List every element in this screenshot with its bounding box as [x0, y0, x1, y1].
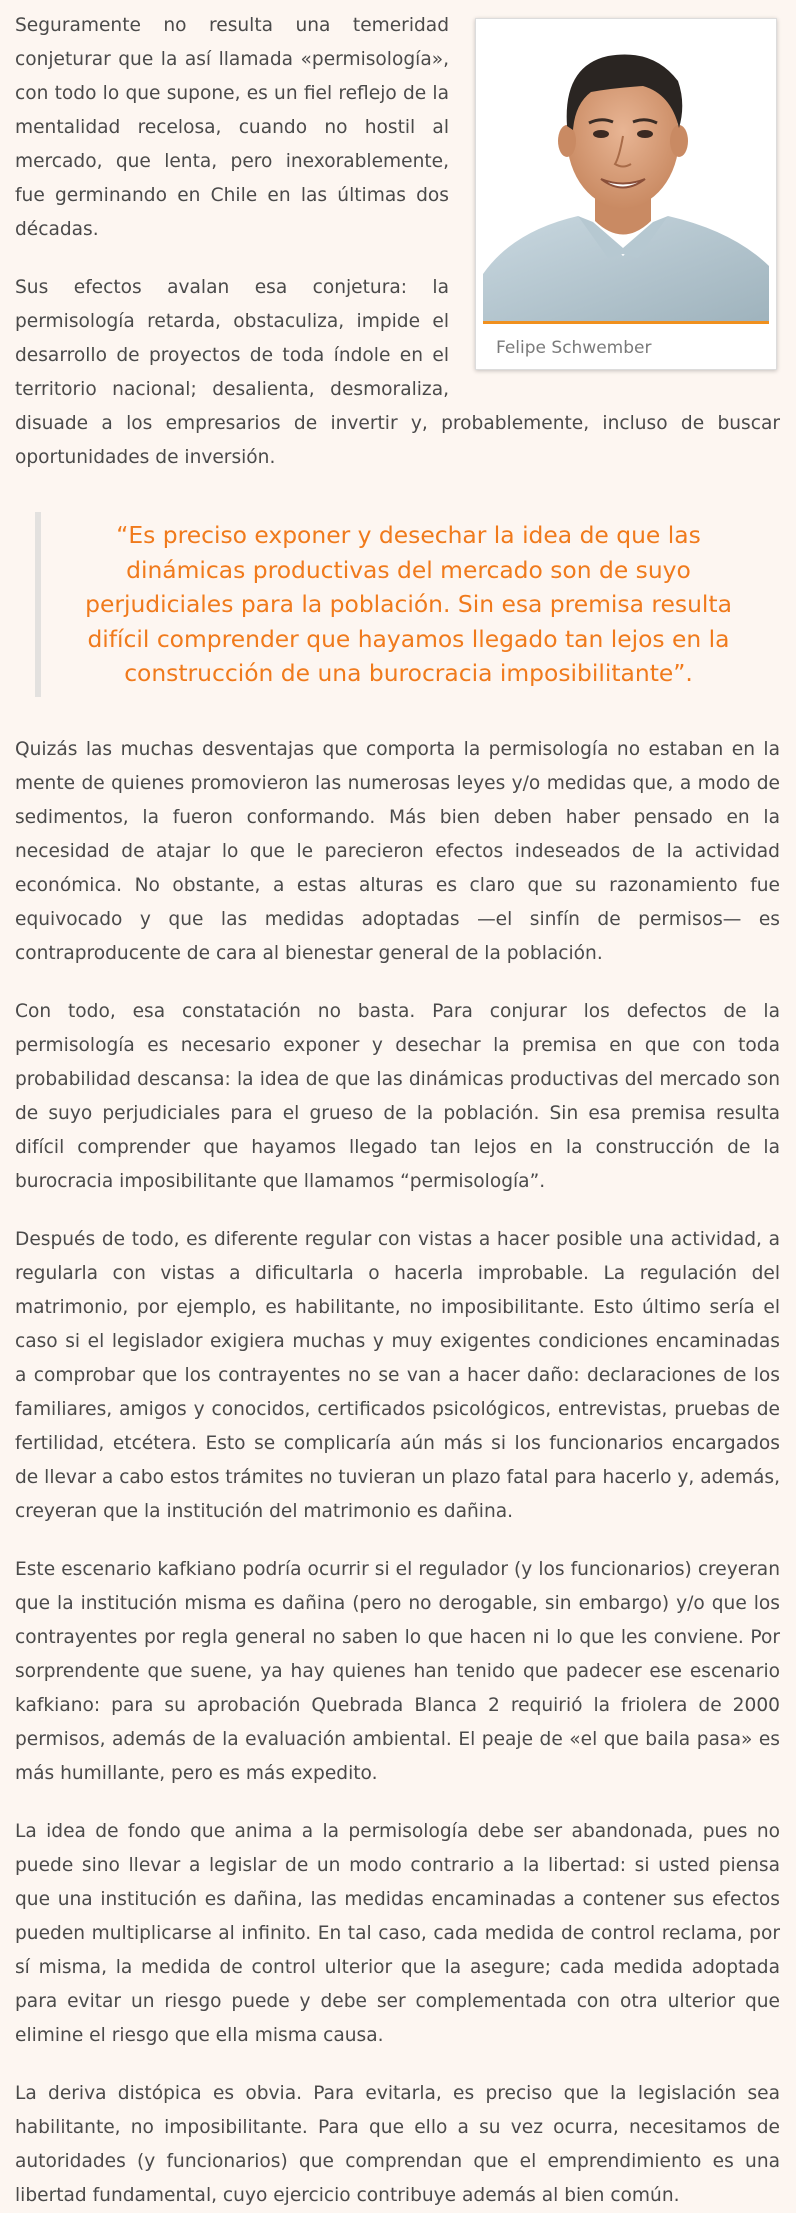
paragraph: La idea de fondo que anima a la permisología debe ser abandonada, pues no puede sino llevar a legislar de un modo contrario a la libertad: si usted piensa que una institución es dañina, las medidas encaminadas a contener sus efectos pueden multiplicarse al infinito. En tal caso, cada medida de control reclama, por sí misma, la medida de control ulterior que la asegure; cada medida adoptada para evitar un riesgo puede y debe ser complementada con otra ulterior que elimine el riesgo que ella misma causa.: [15, 1820, 780, 2046]
paragraph: Este escenario kafkiano podría ocurrir si el regulador (y los funcionarios) creyeran que la institución misma es dañina (pero no derogable, sin embargo) y/o que los contrayentes por regla general no saben lo que hacen ni lo que les conviene. Por sorprendente que suene, ya hay quienes han tenido que padecer ese escenario kafkiano: para su aprobación Quebrada Blanca 2 requirió la friolera de 2000 permisos, además de la evaluación ambiental. El peaje de «el que baila pasa» es más humillante, pero es más expedito.: [15, 1558, 780, 1784]
author-portrait: [483, 26, 769, 324]
pull-quote: [35, 512, 780, 697]
paragraph: Quizás las muchas desventajas que comporta la permisología no estaban en la mente de quienes promovieron las numerosas leyes y/o medidas que, a modo de sedimentos, la fueron conformando. Más bien deben haber pensado en la necesidad de atajar lo que le parecieron efectos indeseados de la actividad económica. No obstante, a estas alturas es claro que su razonamiento fue equivocado y que las medidas adoptadas —el sinfín de permisos— es contraproducente de cara al bienestar general de la población.: [15, 738, 780, 964]
paragraph: La deriva distópica es obvia. Para evitarla, es preciso que la legislación sea habilitante, no imposibilitante. Para que ello a su vez ocurra, necesitamos de autoridades (y funcionarios) que comprendan que el emprendimiento es una libertad fundamental, cuyo ejercicio contribuye además al bien común.: [15, 2082, 780, 2206]
paragraph: Seguramente no resulta una temeridad conjeturar que la así llamada «permisología», con todo lo que supone, es un fiel reflejo de la mentalidad recelosa, cuando no hostil al mercado, que lenta, pero inexorablemente, fue germinando en Chile en las últimas dos décadas.: [15, 15, 449, 240]
paragraph: Sus efectos avalan esa conjetura: la permisología retarda, obstaculiza, impide el desarrollo de proyectos de toda índole en el territorio nacional; desalienta, desmoraliza, disuade a los empresarios de invertir y, probablemente, incluso de buscar oportunidades de inversión.: [15, 277, 780, 468]
article: [0, 9, 796, 2213]
author-photo-card: [475, 18, 777, 370]
pull-quote-text: “Es preciso exponer y desechar la idea de que las dinámicas productivas del mercado son de suyo perjudiciales para la población. Sin esa premisa resulta difícil comprender que hayamos llegado tan lejos en la construcción de una burocracia imposibilitante”.: [85, 521, 732, 687]
photo-caption: Felipe Schwember: [496, 338, 652, 358]
paragraph: Con todo, esa constatación no basta. Para conjurar los defectos de la permisología es necesario exponer y desechar la premisa en que con toda probabilidad descansa: la idea de que las dinámicas productivas del mercado son de suyo perjudiciales para el grueso de la población. Sin esa premisa resulta difícil comprender que hayamos llegado tan lejos en la construcción de la burocracia imposibilitante que llamamos “permisología”.: [15, 1000, 780, 1192]
paragraph: Después de todo, es diferente regular con vistas a hacer posible una actividad, a regularla con vistas a dificultarla o hacerla improbable. La regulación del matrimonio, por ejemplo, es habilitante, no imposibilitante. Esto último sería el caso si el legislador exigiera muchas y muy exigentes condiciones encaminadas a comprobar que los contrayentes no se van a hacer daño: declaraciones de los familiares, amigos y conocidos, certificados psicológicos, entrevistas, pruebas de fertilidad, etcétera. Esto se complicaría aún más si los funcionarios encargados de llevar a cabo estos trámites no tuvieran un plazo fatal para hacerlo y, además, creyeran que la institución del matrimonio es dañina.: [15, 1228, 780, 1522]
